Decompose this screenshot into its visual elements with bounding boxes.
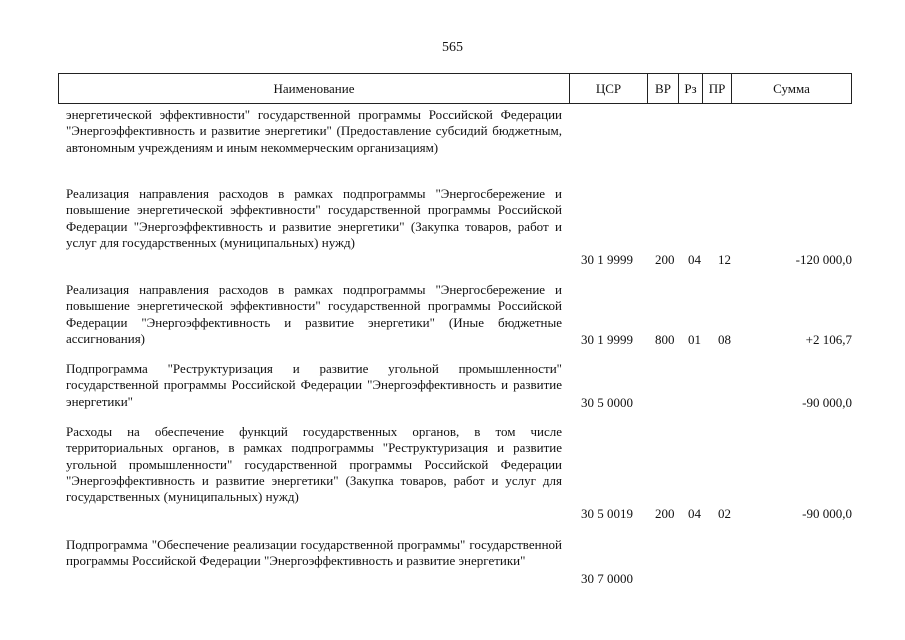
row-sum: +2 106,7 — [805, 331, 852, 347]
row-pr: 08 — [718, 331, 731, 347]
row-sum: -90 000,0 — [802, 394, 852, 410]
row-sum: -120 000,0 — [795, 251, 852, 267]
row-name: Подпрограмма "Реструктуризация и развитие угольной промышленности" государственной программы Российской Федерации "Энергоэффективность и развитие энергетики" — [66, 361, 562, 409]
header-csr: ЦСР — [570, 74, 648, 103]
row-rz: 04 — [688, 505, 701, 521]
row-vr: 800 — [655, 331, 675, 347]
table-row — [58, 282, 852, 348]
table-row — [58, 424, 852, 522]
row-name: Подпрограмма "Обеспечение реализации государственной программы" государственной программы Российской Федерации "Энергоэффективность и развитие энергетики" — [66, 537, 562, 569]
row-pr: 12 — [718, 251, 731, 267]
header-rz: Рз — [679, 74, 703, 103]
page-number: 565 — [442, 40, 463, 55]
row-csr: 30 5 0019 — [581, 505, 633, 521]
table-row — [58, 361, 852, 411]
row-rz: 04 — [688, 251, 701, 267]
header-name: Наименование — [59, 74, 570, 103]
header-pr: ПР — [703, 74, 732, 103]
table-row — [58, 186, 852, 268]
row-name: энергетической эффективности" государственной программы Российской Федерации "Энергоэффективность и развитие энергетики" (Предоставление субсидий бюджетным, автономным учреждениям и иным некоммерческим организациям) — [66, 107, 562, 155]
row-vr: 200 — [655, 505, 675, 521]
header-vr: ВР — [648, 74, 679, 103]
row-name: Расходы на обеспечение функций государственных органов, в том числе территориальных органов, в рамках подпрограммы "Реструктуризация и развитие угольной промышленности" государственной программы Российской Федерации "Энергоэффективность и развитие энергетики" (Закупка товаров, работ и услуг для государственных (муниципальных) нужд) — [66, 424, 562, 505]
table-row — [58, 537, 852, 587]
row-csr: 30 1 9999 — [581, 251, 633, 267]
row-pr: 02 — [718, 505, 731, 521]
row-sum: -90 000,0 — [802, 505, 852, 521]
row-name: Реализация направления расходов в рамках подпрограммы "Энергосбережение и повышение энергетической эффективности" государственной программы Российской Федерации "Энергоэффективность и развитие энергетики" (Иные бюджетные ассигнования) — [66, 282, 562, 346]
table-row — [58, 107, 852, 173]
row-csr: 30 1 9999 — [581, 331, 633, 347]
row-vr: 200 — [655, 251, 675, 267]
header-sum: Сумма — [773, 80, 810, 96]
row-csr: 30 7 0000 — [581, 570, 633, 586]
row-csr: 30 5 0000 — [581, 394, 633, 410]
table-header — [58, 73, 852, 104]
row-name: Реализация направления расходов в рамках подпрограммы "Энергосбережение и повышение энергетической эффективности" государственной программы Российской Федерации "Энергоэффективность и развитие энергетики" (Закупка товаров, работ и услуг для государственных (муниципальных) нужд) — [66, 186, 562, 250]
row-rz: 01 — [688, 331, 701, 347]
